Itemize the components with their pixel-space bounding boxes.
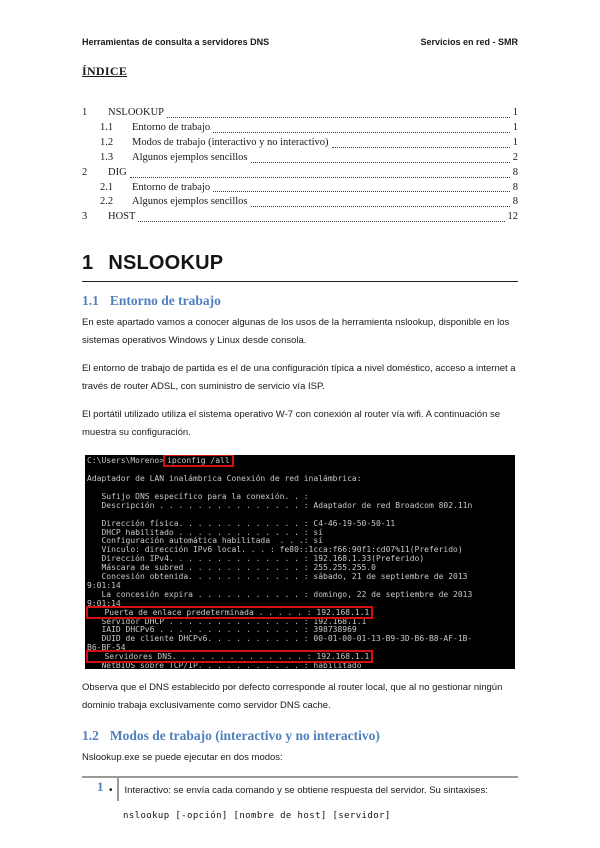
paragraph: Nslookup.exe se puede ejecutar en dos modos: bbox=[82, 752, 283, 764]
paragraph: El entorno de trabajo de partida es el de una configuración típica a nivel doméstico, acceso a internet a través de router ADSL, con suministro de servicio vía ISP. bbox=[82, 363, 516, 393]
console-text: Sufijo DNS específico para la conexión. . : bbox=[87, 491, 309, 501]
subsection-title: Entorno de trabajo bbox=[109, 293, 221, 309]
console-text: Dirección física. . . . . . . . . . . . . : C4-46-19-50-50-11 bbox=[87, 518, 396, 528]
toc-leader-dots bbox=[332, 147, 510, 148]
toc-leader-dots bbox=[138, 221, 504, 222]
toc-entry-number: 3 bbox=[82, 211, 88, 223]
console-text: 9:01:14 bbox=[87, 598, 121, 608]
toc-entry-number: 1.2 bbox=[100, 136, 114, 148]
console-line bbox=[87, 502, 515, 511]
subsection-title: Modos de trabajo (interactivo y no interactivo) bbox=[109, 728, 380, 744]
bullet-marker: • bbox=[109, 785, 113, 797]
bullet-item bbox=[82, 784, 518, 798]
paragraph: En este apartado vamos a conocer algunas de los usos de la herramienta nslookup, disponible en los sistemas operativos Windows y Linux desde consola. bbox=[82, 317, 510, 347]
toc-entry-label: NSLOOKUP bbox=[108, 107, 165, 118]
toc-entry-page: 1 bbox=[512, 107, 518, 118]
toc-entry bbox=[82, 210, 518, 225]
toc-entry-page: 12 bbox=[507, 211, 518, 223]
toc-list bbox=[82, 106, 518, 225]
subsection-heading-modos bbox=[82, 728, 518, 744]
toc-entry bbox=[82, 166, 518, 181]
toc-entry-page: 2 bbox=[512, 151, 518, 163]
console-text: La concesión expira . . . . . . . . . . . : domingo, 22 de septiembre de 2013 bbox=[87, 589, 473, 599]
index-title: ÍNDICE bbox=[82, 64, 128, 78]
toc-entry bbox=[82, 181, 518, 196]
toc-leader-dots bbox=[213, 132, 510, 133]
console-text: Configuración automática habilitada . . .: sí bbox=[87, 536, 324, 546]
subsection-heading-entorno bbox=[82, 293, 518, 309]
toc-entry bbox=[82, 121, 518, 136]
toc-entry-number: 2.1 bbox=[100, 181, 114, 193]
console-text: B6-BF-54 bbox=[87, 643, 126, 653]
paragraph: El portátil utilizado utiliza el sistema operativo W-7 con conexión al router vía wifi. A continuación se muestra su configuración. bbox=[82, 409, 501, 439]
console-text: 9:01:14 bbox=[87, 580, 121, 590]
toc-entry-label: DIG bbox=[108, 166, 127, 178]
toc-entry-page: 1 bbox=[512, 136, 518, 148]
console-highlight-redbox: Servidores DNS. . . . . . . . . . . . . . : 192.168.1.1 bbox=[86, 650, 373, 663]
console-text: DHCP habilitado . . . . . . . . . . . . . : sí bbox=[87, 527, 324, 537]
toc-entry-label: Modos de trabajo (interactivo y no interactivo) bbox=[132, 136, 329, 148]
console-line bbox=[87, 457, 515, 466]
paragraph: Observa que el DNS establecido por defecto corresponde al router local, que al no gestionar ningún dominio trabaja exclusivamente como servidor DNS cache. bbox=[82, 682, 503, 712]
section-heading-nslookup bbox=[82, 252, 518, 282]
toc-entry-number: 1.3 bbox=[100, 151, 114, 163]
footer-separator-bar bbox=[117, 776, 119, 801]
console-line bbox=[87, 591, 515, 600]
toc-entry-number: 2 bbox=[82, 166, 88, 178]
console-text: Vínculo: dirección IPv6 local. . . : fe80::1cca:f66:90f1:cd07%11(Preferido) bbox=[87, 545, 463, 555]
console-text: NetBIOS sobre TCP/IP. . . . . . . . . . . : habilitado bbox=[87, 661, 362, 670]
page-number: 1 bbox=[97, 779, 104, 794]
console-line bbox=[87, 573, 515, 582]
console-text: IAID DHCPv6 . . . . . . . . . . . . . . . : 398738969 bbox=[87, 625, 357, 635]
bullet-text: Interactivo: se envía cada comando y se obtiene respuesta del servidor. Su sintaxises: bbox=[124, 785, 488, 797]
toc-entry-label: Entorno de trabajo bbox=[132, 181, 211, 193]
toc-entry bbox=[82, 151, 518, 166]
console-text: Descripción . . . . . . . . . . . . . . . : Adaptador de red Broadcom 802.11n bbox=[87, 500, 473, 510]
toc-entry bbox=[82, 136, 518, 151]
console-highlight-redbox: ipconfig /all bbox=[163, 455, 234, 467]
section-number: 1 bbox=[82, 252, 94, 275]
code-syntax: nslookup [-opción] [nombre de host] [servidor] bbox=[123, 811, 391, 822]
console-line bbox=[87, 609, 515, 618]
footer-rule bbox=[82, 776, 518, 778]
section-title: NSLOOKUP bbox=[108, 252, 224, 275]
console-line bbox=[87, 475, 515, 484]
console-line bbox=[87, 635, 515, 644]
console-text: C:\Users\Moreno> bbox=[87, 456, 165, 466]
toc-entry-label: Entorno de trabajo bbox=[132, 121, 211, 133]
console-line bbox=[87, 653, 515, 662]
toc-entry bbox=[82, 106, 518, 121]
toc-entry-number: 1.1 bbox=[100, 121, 114, 133]
toc-entry-label: Algunos ejemplos sencillos bbox=[132, 196, 248, 208]
toc-entry-number: 1 bbox=[82, 107, 88, 118]
running-header-right: Servicios en red - SMR bbox=[420, 37, 518, 47]
toc-leader-dots bbox=[251, 162, 510, 163]
subsection-number: 1.2 bbox=[82, 728, 99, 744]
console-text: Dirección IPv4. . . . . . . . . . . . . . : 192.168.1.33(Preferido) bbox=[87, 554, 425, 564]
toc-entry-page: 8 bbox=[512, 196, 518, 208]
subsection-number: 1.1 bbox=[82, 293, 99, 309]
toc-entry-number: 2.2 bbox=[100, 196, 114, 208]
toc-leader-dots bbox=[251, 206, 510, 207]
toc-entry-page: 8 bbox=[512, 166, 518, 178]
toc-entry-label: HOST bbox=[108, 211, 136, 223]
console-highlight-redbox: Puerta de enlace predeterminada . . . . . : 192.168.1.1 bbox=[86, 606, 373, 619]
console-text: Máscara de subred . . . . . . . . . . . . : 255.255.255.0 bbox=[87, 563, 376, 573]
running-header bbox=[82, 0, 518, 47]
toc-leader-dots bbox=[130, 177, 510, 178]
console-text: Servidor DHCP . . . . . . . . . . . . . . : 192.168.1.1 bbox=[87, 616, 367, 626]
console-screenshot bbox=[85, 455, 515, 669]
console-text: Concesión obtenida. . . . . . . . . . . . : sábado, 21 de septiembre de 2013 bbox=[87, 572, 468, 582]
toc-entry-page: 8 bbox=[512, 181, 518, 193]
toc-entry bbox=[82, 195, 518, 210]
toc-leader-dots bbox=[213, 191, 510, 192]
console-text: DUID de cliente DHCPv6. . . . . . . . . . : 00-01-00-01-13-B9-3D-B6-B8-AF-1B- bbox=[87, 634, 473, 644]
toc-entry-label: Algunos ejemplos sencillos bbox=[132, 151, 248, 163]
document-page bbox=[82, 0, 518, 821]
toc-leader-dots bbox=[167, 117, 510, 118]
console-line bbox=[87, 662, 515, 669]
toc-entry-page: 1 bbox=[512, 121, 518, 133]
running-header-left: Herramientas de consulta a servidores DNS bbox=[82, 37, 270, 47]
console-text: Adaptador de LAN inalámbrica Conexión de red inalámbrica: bbox=[87, 474, 362, 484]
